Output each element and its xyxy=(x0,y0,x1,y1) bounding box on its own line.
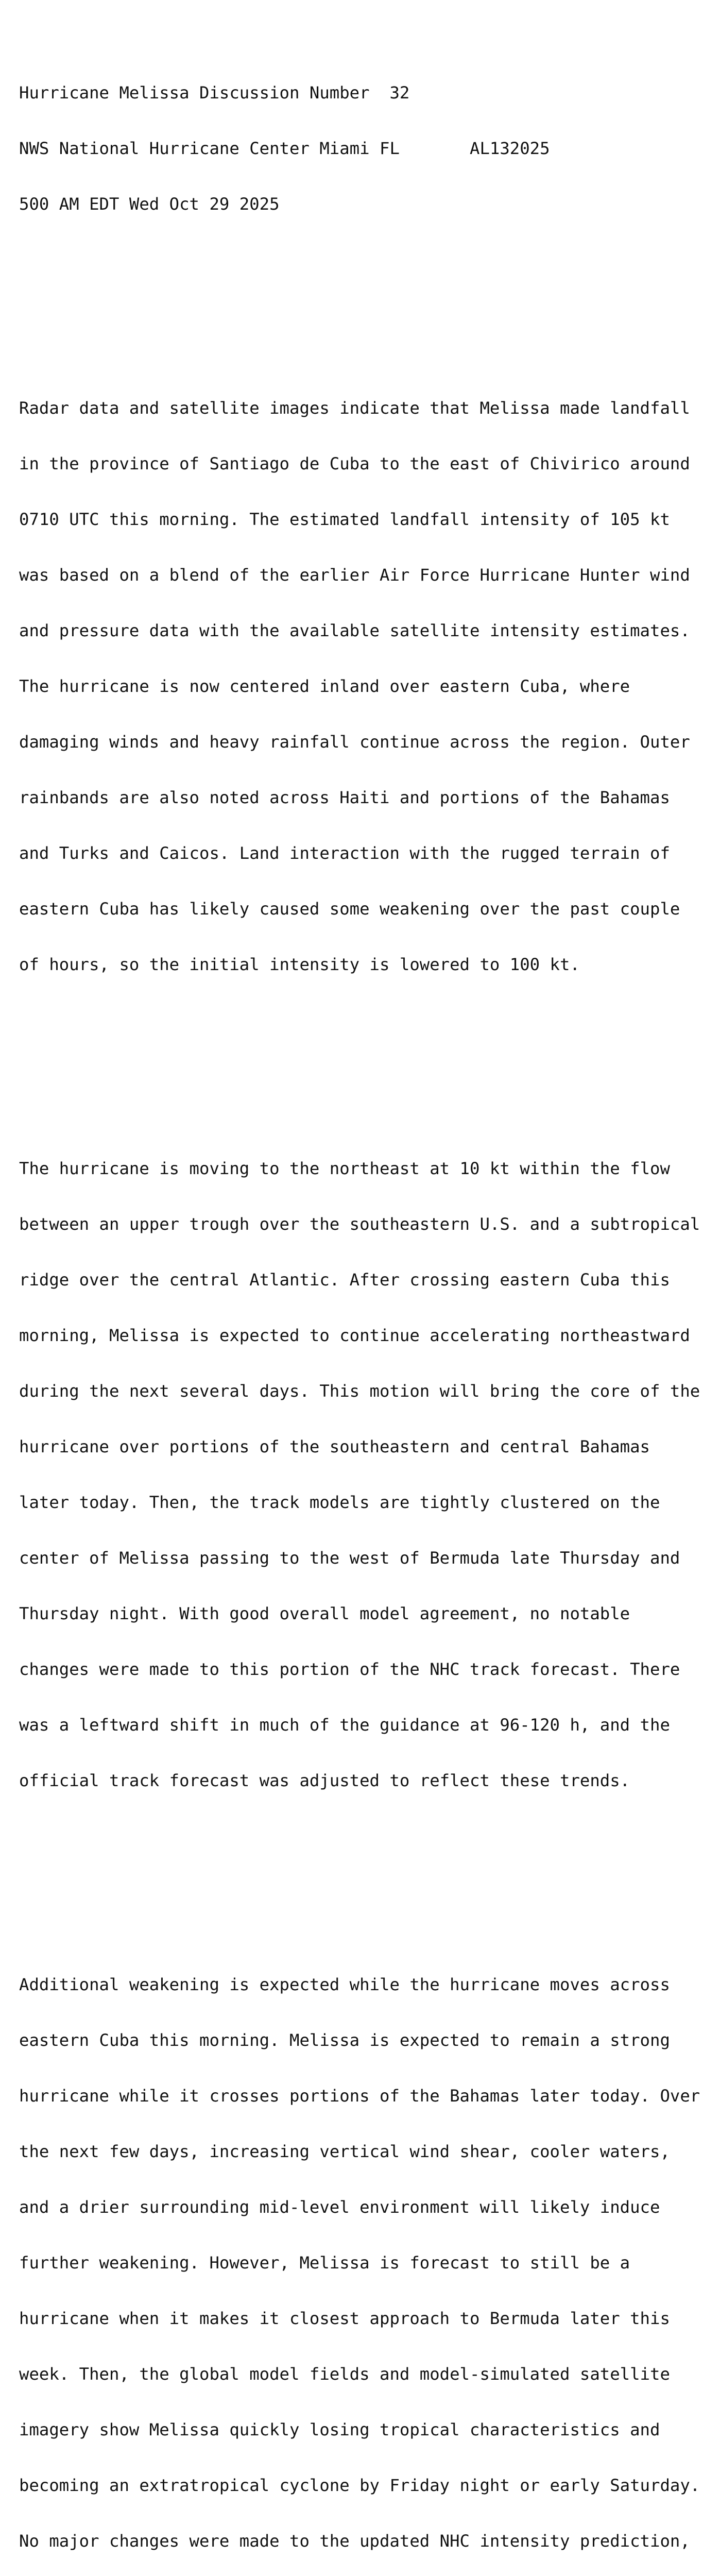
text-line: The hurricane is moving to the northeast at 10 kt within the flow xyxy=(19,1159,670,1178)
text-line: and Turks and Caicos. Land interaction with the rugged terrain of xyxy=(19,843,670,863)
blank-line xyxy=(19,1048,700,1066)
text-line: eastern Cuba this morning. Melissa is expected to remain a strong xyxy=(19,2030,670,2050)
text-line: during the next several days. This motion will bring the core of the xyxy=(19,1381,700,1401)
text-line: becoming an extratropical cyclone by Friday night or early Saturday. xyxy=(19,2476,700,2495)
text-line: No major changes were made to the updated NHC intensity prediction, xyxy=(19,2531,690,2551)
issuing-office-line: NWS National Hurricane Center Miami FL AL132025 xyxy=(19,139,550,158)
text-line: later today. Then, the track models are tightly clustered on the xyxy=(19,1493,660,1512)
discussion-header xyxy=(19,46,700,250)
text-line: was based on a blend of the earlier Air Force Hurricane Hunter wind xyxy=(19,565,690,585)
text-line: center of Melissa passing to the west of Bermuda late Thursday and xyxy=(19,1548,680,1568)
text-line: imagery show Melissa quickly losing tropical characteristics and xyxy=(19,2420,660,2439)
text-line: official track forecast was adjusted to reflect these trends. xyxy=(19,1771,630,1790)
text-line: ridge over the central Atlantic. After crossing eastern Cuba this xyxy=(19,1270,670,1290)
blank-line xyxy=(19,1864,700,1883)
text-line: morning, Melissa is expected to continue accelerating northeastward xyxy=(19,1326,690,1345)
text-line: and pressure data with the available satellite intensity estimates. xyxy=(19,621,690,640)
text-line: eastern Cuba has likely caused some weakening over the past couple xyxy=(19,899,680,919)
text-line: changes were made to this portion of the NHC track forecast. There xyxy=(19,1659,680,1679)
text-line: of hours, so the initial intensity is lowered to 100 kt. xyxy=(19,955,580,974)
text-line: week. Then, the global model fields and model-simulated satellite xyxy=(19,2364,670,2384)
text-line: between an upper trough over the southeastern U.S. and a subtropical xyxy=(19,1214,700,1234)
paragraph-track xyxy=(19,1122,700,1827)
blank-line xyxy=(19,287,700,306)
text-line: further weakening. However, Melissa is forecast to still be a xyxy=(19,2253,630,2273)
text-line: in the province of Santiago de Cuba to the east of Chivirico around xyxy=(19,454,690,473)
text-line: the next few days, increasing vertical wind shear, cooler waters, xyxy=(19,2142,670,2161)
text-line: and a drier surrounding mid-level environment will likely induce xyxy=(19,2197,660,2217)
discussion-title: Hurricane Melissa Discussion Number 32 xyxy=(19,83,410,103)
text-line: hurricane when it makes it closest approach to Bermuda later this xyxy=(19,2309,670,2328)
paragraph-intensity xyxy=(19,1938,700,2576)
text-line: damaging winds and heavy rainfall continue across the region. Outer xyxy=(19,732,690,752)
text-line: was a leftward shift in much of the guidance at 96-120 h, and the xyxy=(19,1715,670,1735)
text-line: hurricane over portions of the southeastern and central Bahamas xyxy=(19,1437,650,1456)
text-line: Radar data and satellite images indicate that Melissa made landfall xyxy=(19,398,690,418)
paragraph-landfall xyxy=(19,362,700,1011)
text-line: Additional weakening is expected while the hurricane moves across xyxy=(19,1975,670,1994)
text-line: Thursday night. With good overall model agreement, no notable xyxy=(19,1604,630,1623)
discussion-document xyxy=(19,9,700,2576)
text-line: rainbands are also noted across Haiti and portions of the Bahamas xyxy=(19,788,670,807)
text-line: The hurricane is now centered inland over eastern Cuba, where xyxy=(19,676,630,696)
issue-time: 500 AM EDT Wed Oct 29 2025 xyxy=(19,194,280,214)
text-line: hurricane while it crosses portions of the Bahamas later today. Over xyxy=(19,2086,700,2106)
text-line: 0710 UTC this morning. The estimated landfall intensity of 105 kt xyxy=(19,510,670,529)
